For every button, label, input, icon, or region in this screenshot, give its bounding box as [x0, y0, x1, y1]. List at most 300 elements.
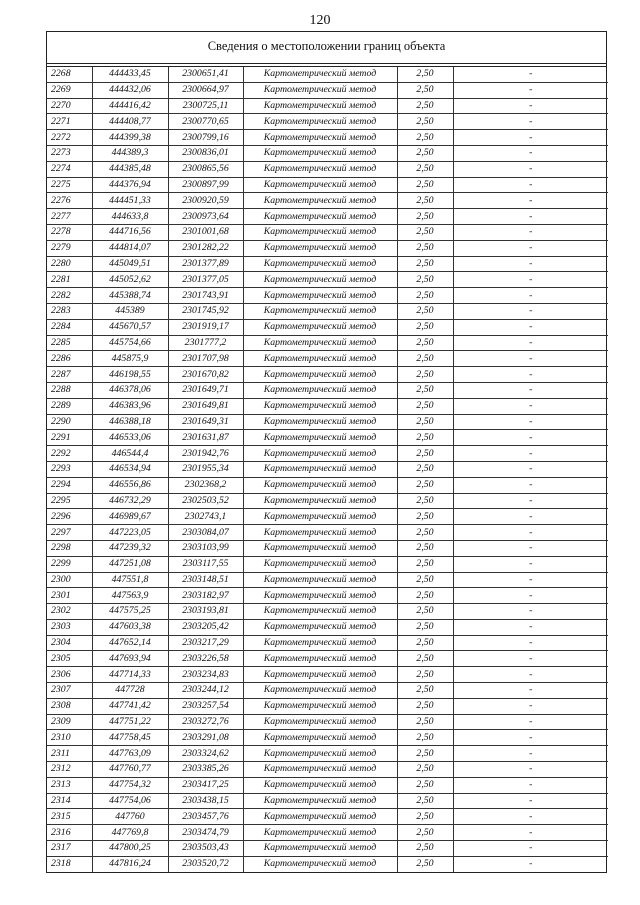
y-coordinate-cell: 2300897,99	[168, 177, 243, 193]
method-cell: Картометрический метод	[243, 793, 397, 809]
description-cell: -	[453, 145, 608, 161]
method-cell: Картометрический метод	[243, 414, 397, 430]
precision-cell: 2,50	[397, 651, 453, 667]
boundary-table-container	[46, 31, 607, 873]
precision-cell: 2,50	[397, 351, 453, 367]
table-row	[47, 414, 608, 430]
point-number-cell: 2270	[47, 98, 92, 114]
y-coordinate-cell: 2300865,56	[168, 161, 243, 177]
table-row	[47, 335, 608, 351]
description-cell: -	[453, 256, 608, 272]
table-row	[47, 730, 608, 746]
point-number-cell: 2307	[47, 683, 92, 699]
point-number-cell: 2298	[47, 540, 92, 556]
table-row	[47, 256, 608, 272]
point-number-cell: 2271	[47, 114, 92, 130]
method-cell: Картометрический метод	[243, 335, 397, 351]
method-cell: Картометрический метод	[243, 367, 397, 383]
description-cell: -	[453, 319, 608, 335]
description-cell: -	[453, 698, 608, 714]
y-coordinate-cell: 2301670,82	[168, 367, 243, 383]
description-cell: -	[453, 477, 608, 493]
precision-cell: 2,50	[397, 525, 453, 541]
y-coordinate-cell: 2303234,83	[168, 667, 243, 683]
x-coordinate-cell: 444433,45	[92, 67, 168, 82]
point-number-cell: 2278	[47, 224, 92, 240]
description-cell: -	[453, 224, 608, 240]
y-coordinate-cell: 2303438,15	[168, 793, 243, 809]
point-number-cell: 2306	[47, 667, 92, 683]
method-cell: Картометрический метод	[243, 714, 397, 730]
x-coordinate-cell: 447251,08	[92, 556, 168, 572]
precision-cell: 2,50	[397, 683, 453, 699]
method-cell: Картометрический метод	[243, 667, 397, 683]
method-cell: Картометрический метод	[243, 446, 397, 462]
y-coordinate-cell: 2300920,59	[168, 193, 243, 209]
x-coordinate-cell: 445875,9	[92, 351, 168, 367]
x-coordinate-cell: 446388,18	[92, 414, 168, 430]
x-coordinate-cell: 447754,32	[92, 777, 168, 793]
table-row	[47, 777, 608, 793]
x-coordinate-cell: 444408,77	[92, 114, 168, 130]
x-coordinate-cell: 447760,77	[92, 762, 168, 778]
x-coordinate-cell: 445049,51	[92, 256, 168, 272]
table-row	[47, 351, 608, 367]
x-coordinate-cell: 447239,32	[92, 540, 168, 556]
precision-cell: 2,50	[397, 224, 453, 240]
coordinates-table-body	[47, 67, 608, 872]
x-coordinate-cell: 445052,62	[92, 272, 168, 288]
precision-cell: 2,50	[397, 382, 453, 398]
y-coordinate-cell: 2303244,12	[168, 683, 243, 699]
point-number-cell: 2288	[47, 382, 92, 398]
point-number-cell: 2315	[47, 809, 92, 825]
x-coordinate-cell: 447758,45	[92, 730, 168, 746]
method-cell: Картометрический метод	[243, 841, 397, 857]
point-number-cell: 2297	[47, 525, 92, 541]
description-cell: -	[453, 398, 608, 414]
method-cell: Картометрический метод	[243, 382, 397, 398]
method-cell: Картометрический метод	[243, 572, 397, 588]
precision-cell: 2,50	[397, 635, 453, 651]
description-cell: -	[453, 730, 608, 746]
y-coordinate-cell: 2303148,51	[168, 572, 243, 588]
point-number-cell: 2285	[47, 335, 92, 351]
precision-cell: 2,50	[397, 98, 453, 114]
x-coordinate-cell: 446556,86	[92, 477, 168, 493]
table-row	[47, 82, 608, 98]
table-row	[47, 114, 608, 130]
precision-cell: 2,50	[397, 114, 453, 130]
table-row	[47, 572, 608, 588]
description-cell: -	[453, 856, 608, 871]
x-coordinate-cell: 445388,74	[92, 288, 168, 304]
y-coordinate-cell: 2301377,05	[168, 272, 243, 288]
point-number-cell: 2309	[47, 714, 92, 730]
y-coordinate-cell: 2303324,62	[168, 746, 243, 762]
method-cell: Картометрический метод	[243, 777, 397, 793]
precision-cell: 2,50	[397, 461, 453, 477]
point-number-cell: 2290	[47, 414, 92, 430]
table-row	[47, 509, 608, 525]
point-number-cell: 2311	[47, 746, 92, 762]
table-row	[47, 303, 608, 319]
table-row	[47, 272, 608, 288]
y-coordinate-cell: 2301743,91	[168, 288, 243, 304]
method-cell: Картометрический метод	[243, 272, 397, 288]
x-coordinate-cell: 444814,07	[92, 240, 168, 256]
y-coordinate-cell: 2301001,68	[168, 224, 243, 240]
y-coordinate-cell: 2303457,76	[168, 809, 243, 825]
y-coordinate-cell: 2301777,2	[168, 335, 243, 351]
precision-cell: 2,50	[397, 145, 453, 161]
point-number-cell: 2317	[47, 841, 92, 857]
method-cell: Картометрический метод	[243, 698, 397, 714]
method-cell: Картометрический метод	[243, 556, 397, 572]
precision-cell: 2,50	[397, 825, 453, 841]
y-coordinate-cell: 2301745,92	[168, 303, 243, 319]
x-coordinate-cell: 447714,33	[92, 667, 168, 683]
point-number-cell: 2296	[47, 509, 92, 525]
y-coordinate-cell: 2300770,65	[168, 114, 243, 130]
table-row	[47, 98, 608, 114]
x-coordinate-cell: 447769,8	[92, 825, 168, 841]
description-cell: -	[453, 746, 608, 762]
y-coordinate-cell: 2302503,52	[168, 493, 243, 509]
table-row	[47, 556, 608, 572]
table-row	[47, 856, 608, 871]
description-cell: -	[453, 193, 608, 209]
precision-cell: 2,50	[397, 856, 453, 871]
precision-cell: 2,50	[397, 793, 453, 809]
table-row	[47, 793, 608, 809]
point-number-cell: 2275	[47, 177, 92, 193]
point-number-cell: 2300	[47, 572, 92, 588]
point-number-cell: 2283	[47, 303, 92, 319]
table-row	[47, 619, 608, 635]
description-cell: -	[453, 177, 608, 193]
method-cell: Картометрический метод	[243, 540, 397, 556]
table-row	[47, 193, 608, 209]
point-number-cell: 2273	[47, 145, 92, 161]
description-cell: -	[453, 98, 608, 114]
description-cell: -	[453, 161, 608, 177]
y-coordinate-cell: 2303417,25	[168, 777, 243, 793]
method-cell: Картометрический метод	[243, 683, 397, 699]
x-coordinate-cell: 444432,06	[92, 82, 168, 98]
precision-cell: 2,50	[397, 509, 453, 525]
point-number-cell: 2308	[47, 698, 92, 714]
y-coordinate-cell: 2302743,1	[168, 509, 243, 525]
table-row	[47, 635, 608, 651]
table-row	[47, 430, 608, 446]
y-coordinate-cell: 2303520,72	[168, 856, 243, 871]
description-cell: -	[453, 588, 608, 604]
x-coordinate-cell: 444389,3	[92, 145, 168, 161]
description-cell: -	[453, 430, 608, 446]
x-coordinate-cell: 447760	[92, 809, 168, 825]
point-number-cell: 2279	[47, 240, 92, 256]
x-coordinate-cell: 447223,05	[92, 525, 168, 541]
table-row	[47, 477, 608, 493]
method-cell: Картометрический метод	[243, 525, 397, 541]
table-row	[47, 525, 608, 541]
x-coordinate-cell: 444633,8	[92, 209, 168, 225]
table-row	[47, 398, 608, 414]
method-cell: Картометрический метод	[243, 303, 397, 319]
point-number-cell: 2305	[47, 651, 92, 667]
point-number-cell: 2272	[47, 130, 92, 146]
precision-cell: 2,50	[397, 67, 453, 82]
table-row	[47, 161, 608, 177]
method-cell: Картометрический метод	[243, 509, 397, 525]
precision-cell: 2,50	[397, 414, 453, 430]
precision-cell: 2,50	[397, 667, 453, 683]
point-number-cell: 2304	[47, 635, 92, 651]
description-cell: -	[453, 114, 608, 130]
method-cell: Картометрический метод	[243, 635, 397, 651]
description-cell: -	[453, 667, 608, 683]
y-coordinate-cell: 2303272,76	[168, 714, 243, 730]
table-row	[47, 493, 608, 509]
method-cell: Картометрический метод	[243, 224, 397, 240]
precision-cell: 2,50	[397, 209, 453, 225]
table-row	[47, 446, 608, 462]
y-coordinate-cell: 2300651,41	[168, 67, 243, 82]
y-coordinate-cell: 2300973,64	[168, 209, 243, 225]
method-cell: Картометрический метод	[243, 746, 397, 762]
x-coordinate-cell: 445389	[92, 303, 168, 319]
precision-cell: 2,50	[397, 777, 453, 793]
point-number-cell: 2303	[47, 619, 92, 635]
description-cell: -	[453, 367, 608, 383]
y-coordinate-cell: 2300799,16	[168, 130, 243, 146]
table-row	[47, 209, 608, 225]
table-row	[47, 367, 608, 383]
x-coordinate-cell: 445754,66	[92, 335, 168, 351]
table-row	[47, 762, 608, 778]
method-cell: Картометрический метод	[243, 114, 397, 130]
y-coordinate-cell: 2300725,11	[168, 98, 243, 114]
y-coordinate-cell: 2303474,79	[168, 825, 243, 841]
point-number-cell: 2313	[47, 777, 92, 793]
method-cell: Картометрический метод	[243, 98, 397, 114]
table-row	[47, 841, 608, 857]
description-cell: -	[453, 446, 608, 462]
y-coordinate-cell: 2303503,43	[168, 841, 243, 857]
description-cell: -	[453, 619, 608, 635]
precision-cell: 2,50	[397, 272, 453, 288]
point-number-cell: 2295	[47, 493, 92, 509]
description-cell: -	[453, 604, 608, 620]
y-coordinate-cell: 2301649,31	[168, 414, 243, 430]
y-coordinate-cell: 2300664,97	[168, 82, 243, 98]
x-coordinate-cell: 444399,38	[92, 130, 168, 146]
method-cell: Картометрический метод	[243, 461, 397, 477]
precision-cell: 2,50	[397, 446, 453, 462]
description-cell: -	[453, 793, 608, 809]
table-row	[47, 667, 608, 683]
y-coordinate-cell: 2301631,87	[168, 430, 243, 446]
point-number-cell: 2277	[47, 209, 92, 225]
table-row	[47, 809, 608, 825]
method-cell: Картометрический метод	[243, 430, 397, 446]
x-coordinate-cell: 446533,06	[92, 430, 168, 446]
method-cell: Картометрический метод	[243, 177, 397, 193]
description-cell: -	[453, 825, 608, 841]
y-coordinate-cell: 2303182,97	[168, 588, 243, 604]
precision-cell: 2,50	[397, 588, 453, 604]
point-number-cell: 2269	[47, 82, 92, 98]
table-row	[47, 651, 608, 667]
method-cell: Картометрический метод	[243, 256, 397, 272]
table-row	[47, 319, 608, 335]
description-cell: -	[453, 651, 608, 667]
precision-cell: 2,50	[397, 619, 453, 635]
description-cell: -	[453, 272, 608, 288]
precision-cell: 2,50	[397, 130, 453, 146]
y-coordinate-cell: 2301649,71	[168, 382, 243, 398]
point-number-cell: 2280	[47, 256, 92, 272]
method-cell: Картометрический метод	[243, 351, 397, 367]
y-coordinate-cell: 2301919,17	[168, 319, 243, 335]
x-coordinate-cell: 446544,4	[92, 446, 168, 462]
point-number-cell: 2289	[47, 398, 92, 414]
y-coordinate-cell: 2303103,99	[168, 540, 243, 556]
method-cell: Картометрический метод	[243, 161, 397, 177]
table-row	[47, 240, 608, 256]
point-number-cell: 2312	[47, 762, 92, 778]
x-coordinate-cell: 447728	[92, 683, 168, 699]
point-number-cell: 2281	[47, 272, 92, 288]
precision-cell: 2,50	[397, 809, 453, 825]
precision-cell: 2,50	[397, 730, 453, 746]
table-row	[47, 825, 608, 841]
x-coordinate-cell: 447563,9	[92, 588, 168, 604]
method-cell: Картометрический метод	[243, 319, 397, 335]
point-number-cell: 2268	[47, 67, 92, 82]
method-cell: Картометрический метод	[243, 730, 397, 746]
y-coordinate-cell: 2303226,58	[168, 651, 243, 667]
precision-cell: 2,50	[397, 161, 453, 177]
method-cell: Картометрический метод	[243, 762, 397, 778]
description-cell: -	[453, 683, 608, 699]
y-coordinate-cell: 2301707,98	[168, 351, 243, 367]
table-row	[47, 604, 608, 620]
method-cell: Картометрический метод	[243, 651, 397, 667]
x-coordinate-cell: 444416,42	[92, 98, 168, 114]
precision-cell: 2,50	[397, 335, 453, 351]
precision-cell: 2,50	[397, 698, 453, 714]
table-row	[47, 683, 608, 699]
y-coordinate-cell: 2301942,76	[168, 446, 243, 462]
x-coordinate-cell: 447652,14	[92, 635, 168, 651]
description-cell: -	[453, 67, 608, 82]
precision-cell: 2,50	[397, 762, 453, 778]
method-cell: Картометрический метод	[243, 856, 397, 871]
description-cell: -	[453, 777, 608, 793]
method-cell: Картометрический метод	[243, 67, 397, 82]
x-coordinate-cell: 446198,55	[92, 367, 168, 383]
table-title	[47, 32, 606, 64]
method-cell: Картометрический метод	[243, 604, 397, 620]
x-coordinate-cell: 444376,94	[92, 177, 168, 193]
precision-cell: 2,50	[397, 841, 453, 857]
x-coordinate-cell: 445670,57	[92, 319, 168, 335]
y-coordinate-cell: 2303385,26	[168, 762, 243, 778]
precision-cell: 2,50	[397, 556, 453, 572]
description-cell: -	[453, 461, 608, 477]
x-coordinate-cell: 444451,33	[92, 193, 168, 209]
table-title-text: Сведения о местоположении границ объекта	[207, 39, 446, 53]
y-coordinate-cell: 2303205,42	[168, 619, 243, 635]
x-coordinate-cell: 447693,94	[92, 651, 168, 667]
x-coordinate-cell: 446378,06	[92, 382, 168, 398]
description-cell: -	[453, 240, 608, 256]
table-row	[47, 177, 608, 193]
x-coordinate-cell: 446989,67	[92, 509, 168, 525]
y-coordinate-cell: 2303291,08	[168, 730, 243, 746]
method-cell: Картометрический метод	[243, 493, 397, 509]
table-row	[47, 145, 608, 161]
x-coordinate-cell: 447816,24	[92, 856, 168, 871]
x-coordinate-cell: 447751,22	[92, 714, 168, 730]
description-cell: -	[453, 382, 608, 398]
method-cell: Картометрический метод	[243, 288, 397, 304]
method-cell: Картометрический метод	[243, 209, 397, 225]
method-cell: Картометрический метод	[243, 398, 397, 414]
method-cell: Картометрический метод	[243, 619, 397, 635]
point-number-cell: 2282	[47, 288, 92, 304]
description-cell: -	[453, 556, 608, 572]
precision-cell: 2,50	[397, 540, 453, 556]
description-cell: -	[453, 288, 608, 304]
precision-cell: 2,50	[397, 604, 453, 620]
x-coordinate-cell: 447763,09	[92, 746, 168, 762]
x-coordinate-cell: 446732,29	[92, 493, 168, 509]
description-cell: -	[453, 509, 608, 525]
method-cell: Картометрический метод	[243, 477, 397, 493]
description-cell: -	[453, 82, 608, 98]
description-cell: -	[453, 540, 608, 556]
x-coordinate-cell: 447575,25	[92, 604, 168, 620]
x-coordinate-cell: 447754,06	[92, 793, 168, 809]
table-row	[47, 588, 608, 604]
precision-cell: 2,50	[397, 288, 453, 304]
point-number-cell: 2292	[47, 446, 92, 462]
description-cell: -	[453, 525, 608, 541]
description-cell: -	[453, 303, 608, 319]
description-cell: -	[453, 841, 608, 857]
precision-cell: 2,50	[397, 319, 453, 335]
table-row	[47, 714, 608, 730]
precision-cell: 2,50	[397, 367, 453, 383]
precision-cell: 2,50	[397, 82, 453, 98]
point-number-cell: 2286	[47, 351, 92, 367]
y-coordinate-cell: 2301955,34	[168, 461, 243, 477]
point-number-cell: 2314	[47, 793, 92, 809]
point-number-cell: 2310	[47, 730, 92, 746]
description-cell: -	[453, 635, 608, 651]
x-coordinate-cell: 444385,48	[92, 161, 168, 177]
method-cell: Картометрический метод	[243, 240, 397, 256]
y-coordinate-cell: 2301282,22	[168, 240, 243, 256]
x-coordinate-cell: 444716,56	[92, 224, 168, 240]
x-coordinate-cell: 447800,25	[92, 841, 168, 857]
table-row	[47, 540, 608, 556]
precision-cell: 2,50	[397, 746, 453, 762]
precision-cell: 2,50	[397, 493, 453, 509]
